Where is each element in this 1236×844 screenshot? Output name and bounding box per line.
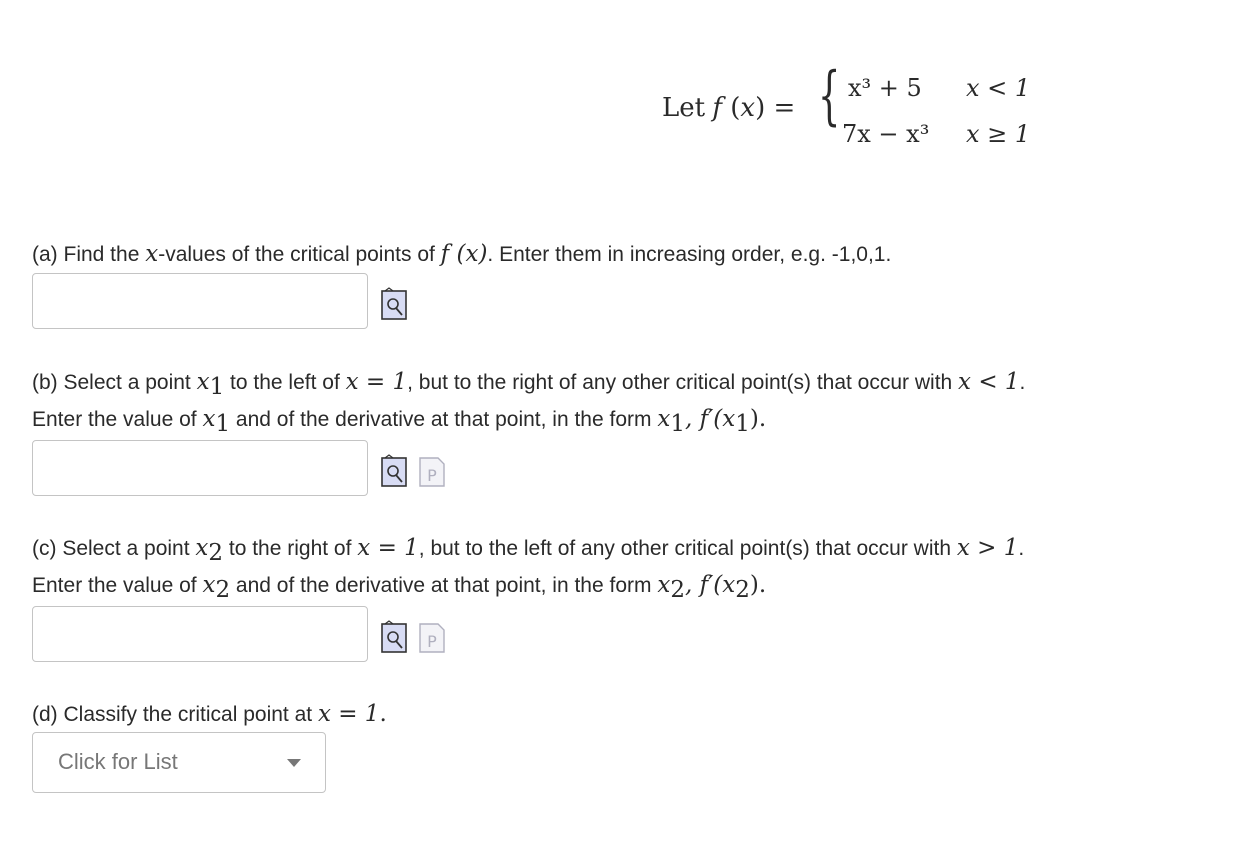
left-brace: { [818, 59, 841, 133]
part-b-answer-input[interactable] [32, 440, 368, 496]
part-d-question: (d) Classify the critical point at x = 1. [32, 701, 387, 727]
piece2-condition: x ≥ 1 [966, 120, 1031, 148]
preview-icon[interactable] [381, 620, 407, 654]
part-b-question-line2: Enter the value of $x_1$ and of the derivative at that point, in the form $x_1$, $f'(x_1)$. [32, 406, 767, 438]
help-icon[interactable] [419, 620, 445, 654]
svg-text:P: P [427, 466, 437, 485]
preview-icon[interactable] [381, 454, 407, 488]
part-b-question-line1: (b) Select a point $x_1$ to the left of x = 1, but to the right of any other critical point(s) that occur with x < 1. [32, 369, 1026, 401]
chevron-down-icon [287, 759, 301, 767]
help-icon[interactable] [419, 454, 445, 488]
classification-select[interactable] [32, 732, 326, 793]
part-a-question: (a) Find the x-values of the critical points of f (x). Enter them in increasing order, e.g. -1,0,1. [32, 241, 892, 267]
part-c-answer-input[interactable] [32, 606, 368, 662]
formula-lead: Let f (x) = [662, 93, 796, 123]
function-definition [662, 59, 1082, 162]
svg-text:P: P [427, 632, 437, 651]
part-c-question-line1: (c) Select a point $x_2$ to the right of x = 1, but to the left of any other critical point(s) that occur with x > 1. [32, 535, 1025, 567]
piece2-expression: 7x − x³ [842, 120, 930, 148]
part-c-question-line2: Enter the value of $x_2$ and of the derivative at that point, in the form $x_2$, $f'(x_2)$. [32, 572, 767, 604]
preview-icon[interactable] [381, 287, 407, 321]
select-placeholder: Click for List [58, 749, 178, 774]
part-a-answer-input[interactable] [32, 273, 368, 329]
piece1-condition: x < 1 [966, 74, 1031, 102]
piece1-expression: x³ + 5 [848, 74, 922, 102]
